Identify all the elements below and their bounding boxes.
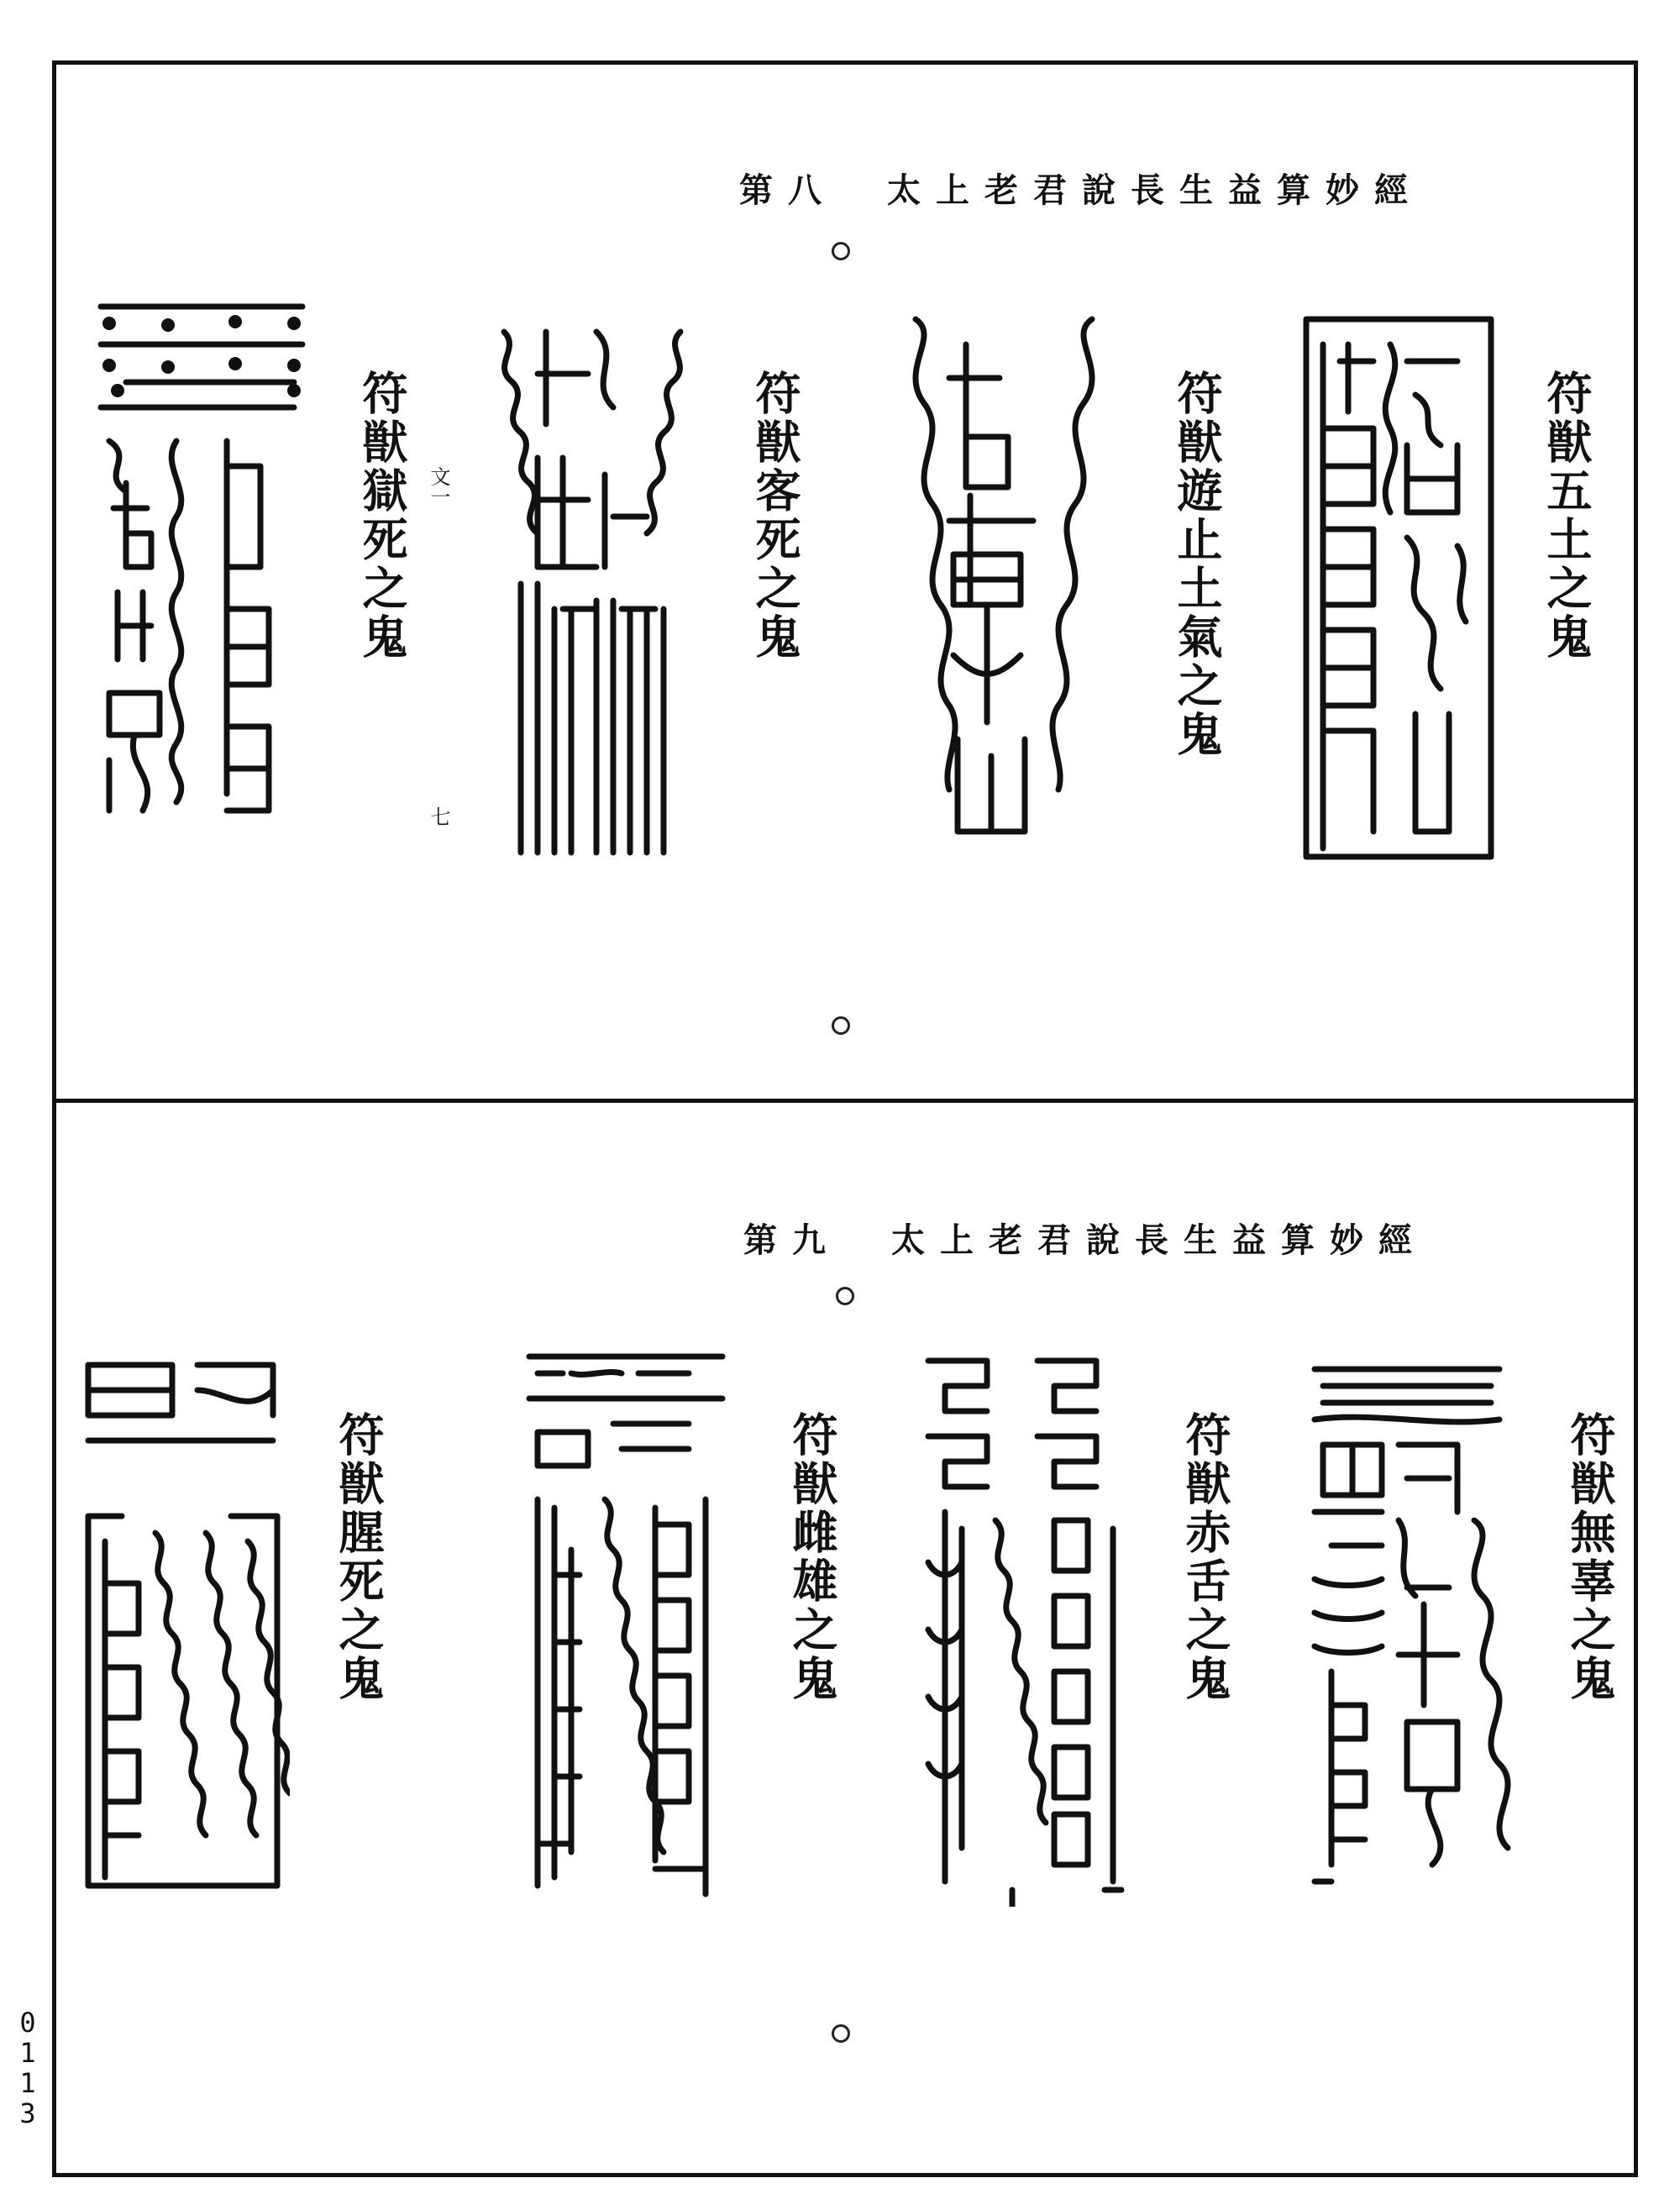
talisman-label: 符獣五土之鬼 bbox=[1540, 370, 1593, 662]
talisman-label: 符獣獄死之鬼 bbox=[355, 370, 409, 662]
panel-divider bbox=[52, 1099, 1638, 1103]
talisman-seal bbox=[890, 302, 1117, 865]
binding-hole bbox=[832, 2024, 850, 2043]
talisman-seal bbox=[521, 1340, 743, 1902]
panel-2-header bbox=[743, 1214, 1427, 1262]
margin-note: 文一 bbox=[427, 466, 450, 506]
talisman-seal bbox=[487, 307, 697, 861]
talisman-label: 符獣遊止土氣之鬼 bbox=[1170, 370, 1224, 759]
talisman-label: 符獣雌雄之鬼 bbox=[785, 1411, 839, 1703]
talisman-label: 符獣無辜之鬼 bbox=[1563, 1411, 1617, 1703]
talisman-label: 符獣客死之鬼 bbox=[748, 370, 802, 662]
talisman-seal bbox=[84, 290, 311, 865]
binding-hole bbox=[832, 242, 850, 260]
panel-1-header bbox=[739, 164, 1423, 212]
talisman-label: 符獣赤舌之鬼 bbox=[1179, 1411, 1232, 1703]
talisman-seal bbox=[80, 1348, 290, 1894]
talisman-seal bbox=[1289, 311, 1508, 865]
margin-note: 七 bbox=[427, 806, 450, 827]
talisman-seal bbox=[911, 1344, 1130, 1907]
talisman-label: 符獣腥死之鬼 bbox=[332, 1411, 386, 1703]
panel-2-section-label: 第九 bbox=[743, 1220, 841, 1260]
panel-2-scripture-title: 太上老君說長生益算妙經 bbox=[891, 1220, 1427, 1260]
binding-hole bbox=[836, 1287, 854, 1305]
panel-1-scripture-title: 太上老君說長生益算妙經 bbox=[887, 171, 1423, 210]
binding-hole bbox=[832, 1016, 850, 1035]
panel-1-section-label: 第八 bbox=[739, 171, 837, 210]
page-number: 0113 bbox=[19, 2007, 36, 2129]
talisman-seal bbox=[1306, 1352, 1512, 1890]
